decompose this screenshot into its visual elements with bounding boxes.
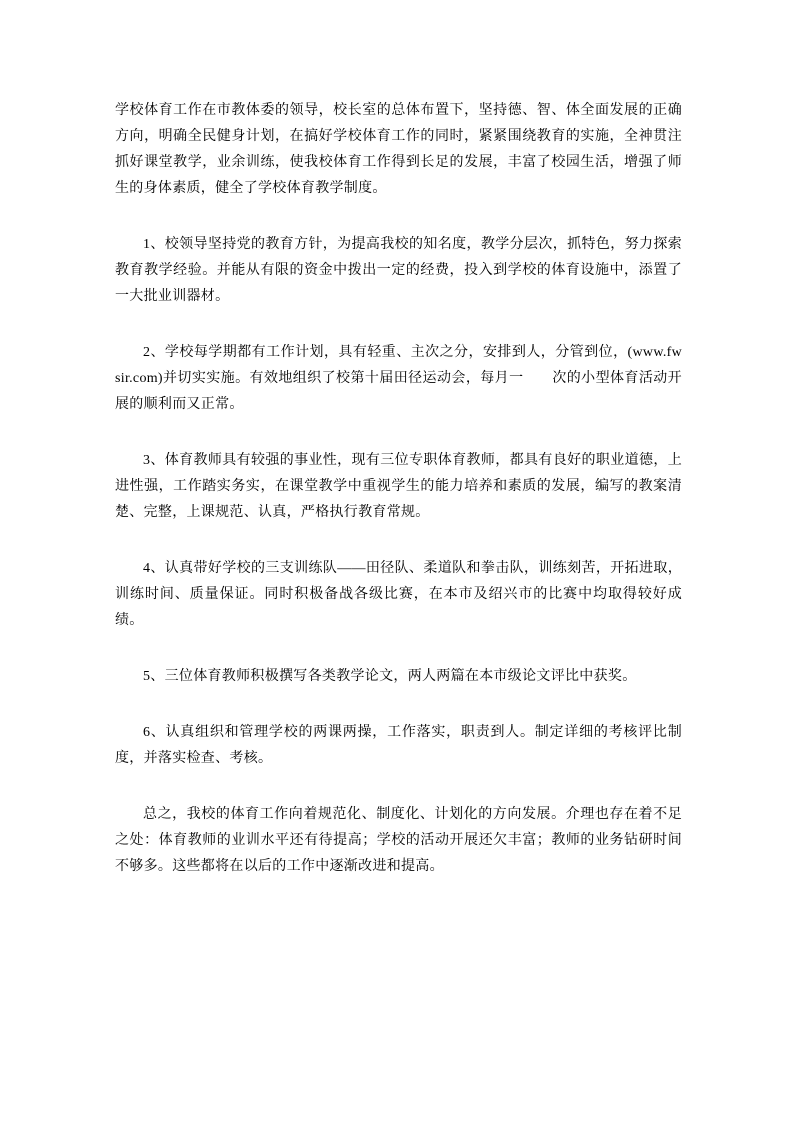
paragraph-item-6: 6、认真组织和管理学校的两课两操，工作落实，职责到人。制定详细的考核评比制度，并落实检查、考核。	[115, 725, 682, 766]
paragraph-item-3: 3、体育教师具有较强的事业性，现有三位专职体育教师，都具有良好的职业道德，上进性强，工作踏实务实，在课堂教学中重视学生的能力培养和素质的发展，编写的教案清楚、完整，上课规范、认真，严格执行教育常规。	[115, 453, 682, 520]
paragraph-item-1: 1、校领导坚持党的教育方针，为提高我校的知名度，教学分层次，抓特色，努力探索教育教学经验。并能从有限的资金中拨出一定的经费，投入到学校的体育设施中，添置了一大批业训器材。	[115, 237, 682, 304]
paragraph-conclusion: 总之，我校的体育工作向着规范化、制度化、计划化的方向发展。介理也存在着不足之处：体育教师的业训水平还有待提高；学校的活动开展还欠丰富；教师的业务钻研时间不够多。这些都将在以后的工作中逐渐改进和提高。	[115, 807, 682, 874]
paragraph-item-2: 2、学校每学期都有工作计划，具有轻重、主次之分，安排到人，分管到位，(www.fwsir.com)并切实实施。有效地组织了校第十届田径运动会，每月一 次的小型体育活动开展的顺利而又正常。	[115, 345, 682, 412]
paragraph-item-4: 4、认真带好学校的三支训练队——田径队、柔道队和拳击队，训练刻苦，开拓进取，训练时间、质量保证。同时积极备战各级比赛，在本市及绍兴市的比赛中均取得较好成绩。	[115, 561, 682, 628]
paragraph-item-5: 5、三位体育教师积极撰写各类教学论文，两人两篇在本市级论文评比中获奖。	[143, 669, 637, 684]
paragraph-intro: 学校体育工作在市教体委的领导，校长室的总体布置下，坚持德、智、体全面发展的正确方向，明确全民健身计划，在搞好学校体育工作的同时，紧紧围绕教育的实施，全神贯注抓好课堂教学，业余训练，使我校体育工作得到长足的发展，丰富了校园生活，增强了师生的身体素质，健全了学校体育教学制度。	[115, 103, 682, 196]
